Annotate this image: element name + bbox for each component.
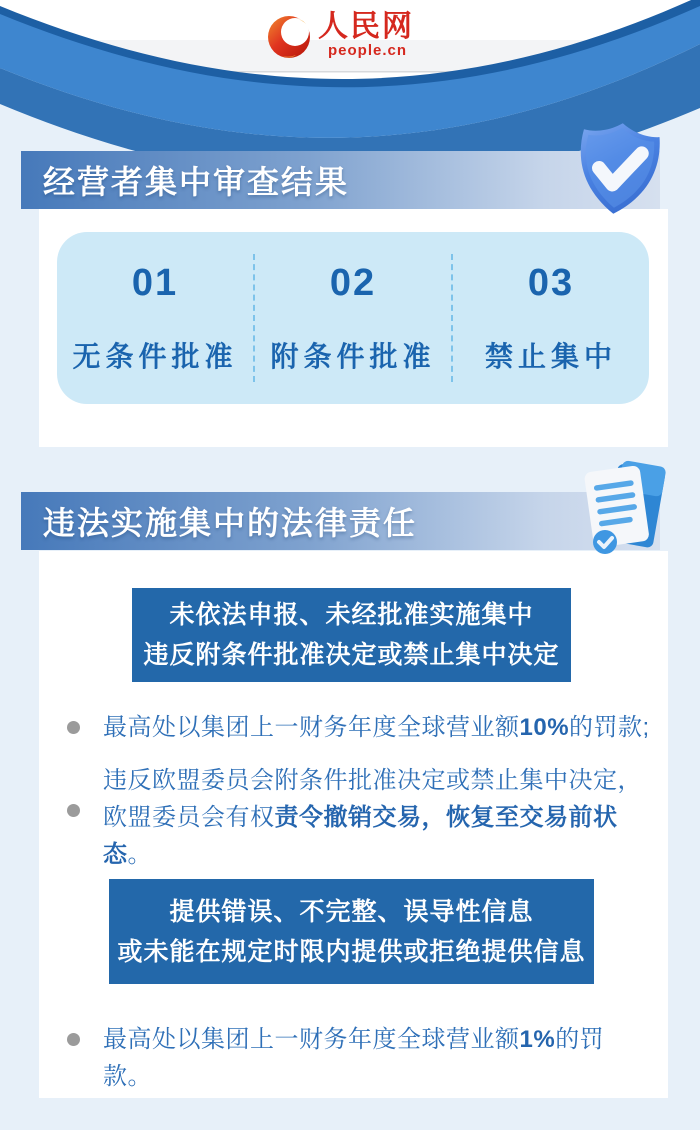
section-title-review: 经营者集中审查结果: [43, 164, 350, 200]
legal-bullet-3-text: 最高处以集团上一财务年度全球营业额1%的罚款。: [103, 1026, 605, 1090]
violation-box-2-line-2: 或未能在规定时限内提供或拒绝提供信息: [117, 937, 586, 966]
review-card: [39, 209, 668, 447]
logo-domain-text: people.cn: [328, 42, 408, 59]
logo-chinese-text: 人民网: [318, 10, 414, 43]
violation-box-1-line-1: 未依法申报、未经批准实施集中: [169, 601, 534, 629]
section-header-review: [21, 151, 660, 209]
review-option-2-number: 02: [329, 261, 377, 304]
bullet-dot: [67, 1033, 80, 1046]
section-header-legal: [21, 492, 660, 550]
shield-check-icon: [566, 118, 670, 220]
legal-bullet-1: [67, 709, 653, 746]
legal-bullet-3: [67, 1021, 653, 1095]
review-option-2-label: 附条件批准: [270, 340, 436, 372]
review-option-1-label: 无条件批准: [72, 340, 238, 372]
legal-bullet-2: [67, 762, 653, 873]
legal-bullet-1-text: 最高处以集团上一财务年度全球营业额10%的罚款;: [103, 714, 650, 741]
review-option-2: [255, 232, 451, 404]
review-option-3-number: 03: [527, 261, 575, 304]
legal-bullet-2-text: 违反欧盟委员会附条件批准决定或禁止集中决定，欧盟委员会有权责令撤销交易，恢复至交易前状态。: [103, 767, 642, 868]
legal-violation-box-1: [132, 588, 571, 682]
legal-violation-box-2: [109, 879, 594, 984]
peoplecn-crescent-icon: [266, 12, 314, 60]
violation-box-1-line-2: 违反附条件批准决定或禁止集中决定: [143, 641, 560, 669]
section-title-legal: 违法实施集中的法律责任: [43, 505, 418, 541]
legal-card: [39, 551, 668, 1098]
review-option-1: [57, 232, 253, 404]
review-options-box: [57, 232, 649, 404]
document-check-icon: [581, 456, 667, 560]
peoplecn-logo: [266, 10, 436, 68]
bullet-dot: [67, 721, 80, 734]
review-option-3-label: 禁止集中: [484, 340, 617, 372]
bullet-dot: [67, 804, 80, 817]
review-option-3: [453, 232, 649, 404]
violation-box-2-line-1: 提供错误、不完整、误导性信息: [169, 897, 534, 926]
review-option-1-number: 01: [131, 261, 179, 304]
